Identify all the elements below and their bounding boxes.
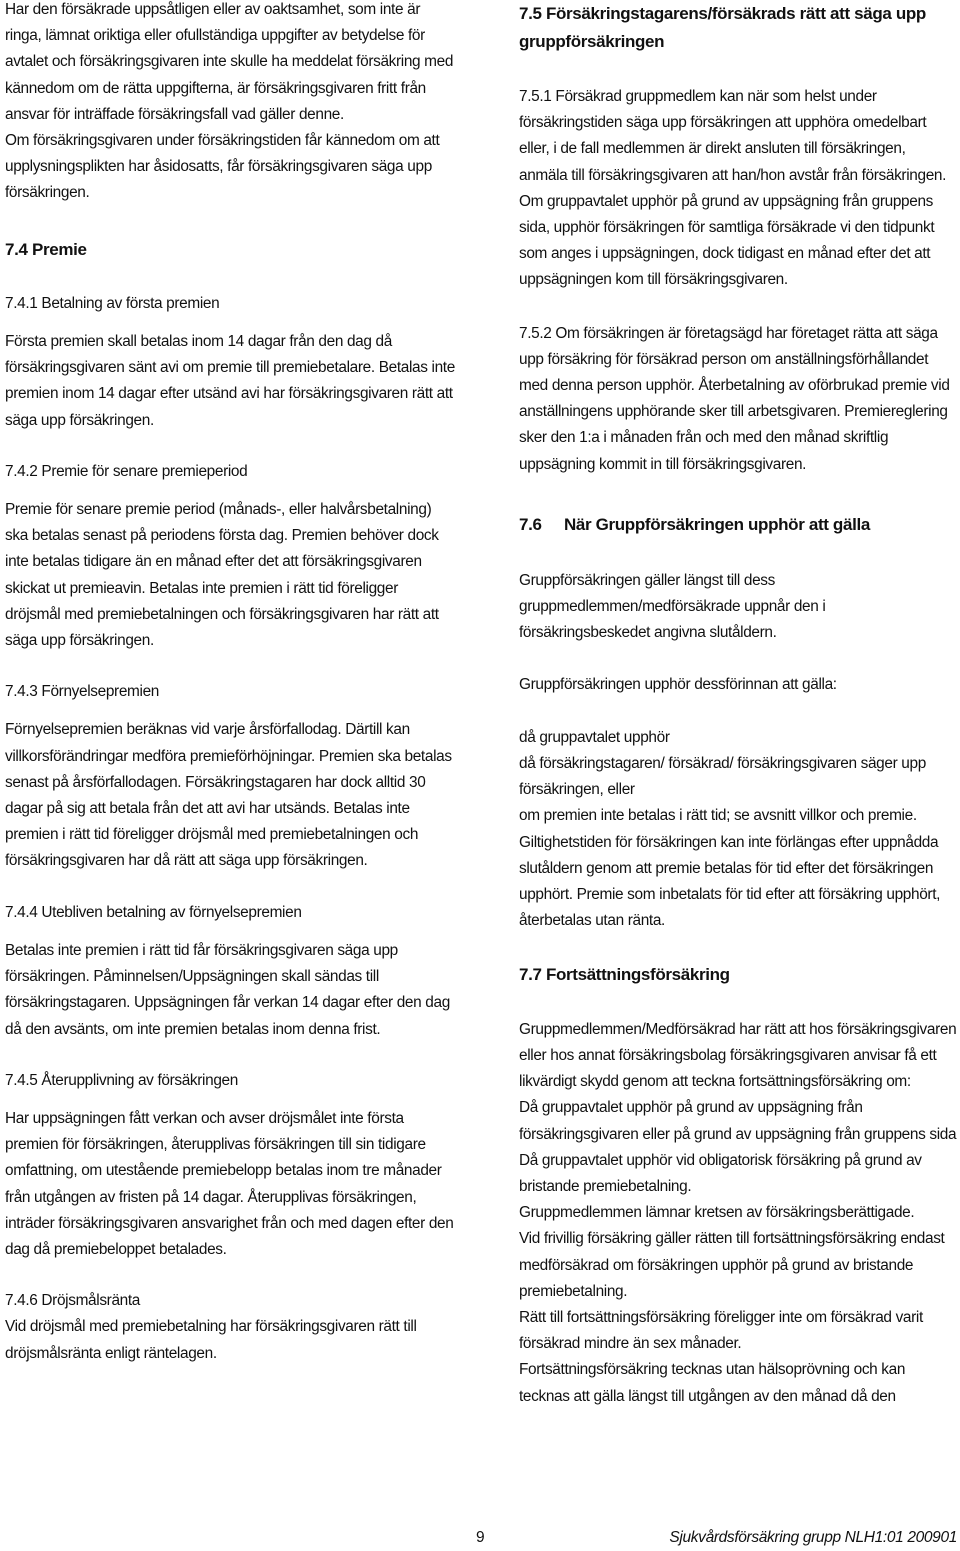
subsection-text-7-4-1: Första premien skall betalas inom 14 dagar från den dag då försäkringsgivaren sänt avi om premie till premiebetalare. Betalas inte premien inom 14 dagar efter utsänd avi har försäkringsgivaren rätt att säga upp försäkringen.	[5, 333, 455, 429]
document-title: Sjukvårdsförsäkring grupp NLH1:01 200901	[669, 1529, 957, 1546]
right-column	[519, 0, 957, 1410]
section-title-7-6: När Gruppförsäkringen upphör att gälla	[563, 514, 870, 534]
section-heading-7-7: 7.7 Fortsättningsförsäkring	[519, 965, 730, 985]
subsection-text-7-4-6: Vid dröjsmål med premiebetalning har försäkringsgivaren rätt till dröjsmålsränta enligt räntelagen.	[5, 1318, 417, 1362]
section-heading-7-4: 7.4 Premie	[5, 239, 87, 259]
section-heading-7-6	[519, 512, 957, 538]
paragraph: Vid frivillig försäkring gäller rätten till fortsättningsförsäkring endast medförsäkrad om försäkringen upphör på grund av bristande premiebetalning.	[519, 1230, 945, 1300]
termination-list	[519, 725, 957, 830]
subsection-heading-7-4-3: 7.4.3 Förnyelsepremien	[5, 683, 159, 701]
paragraph: Då gruppavtalet upphör på grund av uppsägning från försäkringsgivaren eller på grund av uppsägning från gruppens sida	[519, 1099, 957, 1143]
section-text-7-6-1: Gruppförsäkringen gäller längst till dess gruppmedlemmen/medförsäkrade uppnår den i försäkringsbeskedet angivna slutåldern.	[519, 572, 826, 642]
subsection-text-7-4-3: Förnyelsepremien beräknas vid varje årsförfallodag. Därtill kan villkorsförändringar medföra premieförhöjningar. Premien ska betalas senast på årsförfallodagen. Försäkringstagaren har dock alltid 30 dagar på sig att betala från det att avi har utsänds. Betalas inte premien i rätt tid föreligger dröjsmål med premiebetalningen och försäkringsgivaren har då rätt att säga upp försäkringen.	[5, 721, 452, 870]
subsection-heading-7-4-4: 7.4.4 Utebliven betalning av förnyelsepremien	[5, 903, 302, 921]
section-number-7-6: 7.6	[519, 514, 542, 534]
subsection-heading-7-4-5: 7.4.5 Återupplivning av försäkringen	[5, 1071, 238, 1089]
intro-paragraph-2: Om försäkringsgivaren under försäkringstiden får kännedom om att upplysningsplikten har åsidosatts, får försäkringsgivaren säga upp försäkringen.	[5, 132, 440, 202]
page-number: 9	[476, 1529, 485, 1546]
subsection-text-7-5-2: 7.5.2 Om försäkringen är företagsägd har företaget rätta att säga upp försäkring för försäkrad person om anställningsförhållandet med denna person upphör. Återbetalning av oförbrukad premie vid anställningens upphörande sker till arbetsgivaren. Premiereglering sker den 1:a i månaden från och med den månad skriftlig uppsägning kommit in till försäkringsgivaren.	[519, 324, 950, 473]
intro-paragraph-1: Har den försäkrade uppsåtligen eller av oaktsamhet, som inte är ringa, lämnat oriktiga eller ofullständiga uppgifter av betydelse för avtalet och försäkringsgivaren inte skulle ha meddelat försäkring med kännedom om de rätta uppgifterna, är försäkringsgivaren fritt från ansvar för inträffade försäkringsfall vad gäller denne.	[5, 1, 454, 123]
list-item: om premien inte betalas i rätt tid; se avsnitt villkor och premie.	[519, 807, 917, 825]
subsection-heading-7-4-6: 7.4.6 Dröjsmålsränta	[5, 1292, 140, 1310]
subsection-text-7-4-2: Premie för senare premie period (månads-, eller halvårsbetalning) ska betalas senast på periodens första dag. Premien behöver dock inte betalas tidigare än en månad efter det att försäkringsgivaren skickat ut premieavin. Betalas inte premien i rätt tid föreligger dröjsmål med premiebetalningen och försäkringsgivaren har rätt att säga upp försäkringen.	[5, 501, 439, 650]
continuation-insurance-text	[519, 1017, 957, 1410]
list-item: då gruppavtalet upphör	[519, 728, 670, 746]
left-column	[5, 0, 455, 1367]
subsection-text-7-4-5: Har uppsägningen fått verkan och avser dröjsmålet inte första premien för försäkringen, återupplivas försäkringen till sin tidigare omfattning, om utestående premiebelopp betalas inom tre månader från utgången av fristen på 14 dagar. Återupplivas försäkringen, inträder försäkringsgivaren ansvarighet från och med dagen efter den dag då premiebeloppet betalades.	[5, 1109, 454, 1258]
paragraph: Gruppmedlemmen/Medförsäkrad har rätt att hos försäkringsgivaren eller hos annat försäkringsbolag försäkringsgivaren anvisar få ett likvärdigt skydd genom att teckna fortsättningsförsäkring om:	[519, 1020, 957, 1091]
list-item: då försäkringstagaren/ försäkrad/ försäkringsgivaren säger upp försäkringen, eller	[519, 755, 926, 799]
section-heading-7-5: 7.5 Försäkringstagarens/försäkrads rätt att säga upp gruppförsäkringen	[519, 4, 926, 51]
paragraph: Gruppmedlemmen lämnar kretsen av försäkringsberättigade.	[519, 1204, 915, 1222]
section-text-7-6-2: Gruppförsäkringen upphör dessförinnan att gälla:	[519, 675, 837, 693]
paragraph: Då gruppavtalet upphör vid obligatorisk försäkring på grund av bristande premiebetalning.	[519, 1151, 922, 1195]
subsection-heading-7-4-1: 7.4.1 Betalning av första premien	[5, 294, 220, 312]
paragraph: Rätt till fortsättningsförsäkring föreligger inte om försäkrad varit försäkrad mindre än sex månader.	[519, 1308, 923, 1353]
subsection-text-7-5-1: 7.5.1 Försäkrad gruppmedlem kan när som helst under försäkringstiden säga upp försäkringen att upphöra omedelbart eller, i de fall medlemmen är direkt ansluten till försäkringen, anmäla till försäkringsgivaren att han/hon avstår från försäkringen. Om gruppavtalet upphör på grund av uppsägning från gruppens sida, upphör försäkringen för samtliga försäkrade vi den tidpunkt som anges i uppsägningen, dock tidigast en månad efter det att uppsägningen kom till försäkringsgivaren.	[519, 88, 947, 289]
subsection-heading-7-4-2: 7.4.2 Premie för senare premieperiod	[5, 462, 248, 480]
subsection-text-7-4-4: Betalas inte premien i rätt tid får försäkringsgivaren säga upp försäkringen. Påminnelsen/Uppsägningen skall sändas till försäkringstagaren. Uppsägningen får verkan 14 dagar efter den dag då den avsänts, om inte premien betalas inom denna frist.	[5, 941, 450, 1038]
paragraph: Fortsättningsförsäkring tecknas utan hälsoprövning och kan tecknas att gälla längst till utgången av den månad då den	[519, 1361, 906, 1405]
section-text-7-6-3: Giltighetstiden för försäkringen kan inte förlängas efter uppnådda slutåldern genom att premie betalas för tid efter det försäkringen upphört. Premie som inbetalats för tid efter att försäkring upphört, återbetalas utan ränta.	[519, 833, 941, 930]
